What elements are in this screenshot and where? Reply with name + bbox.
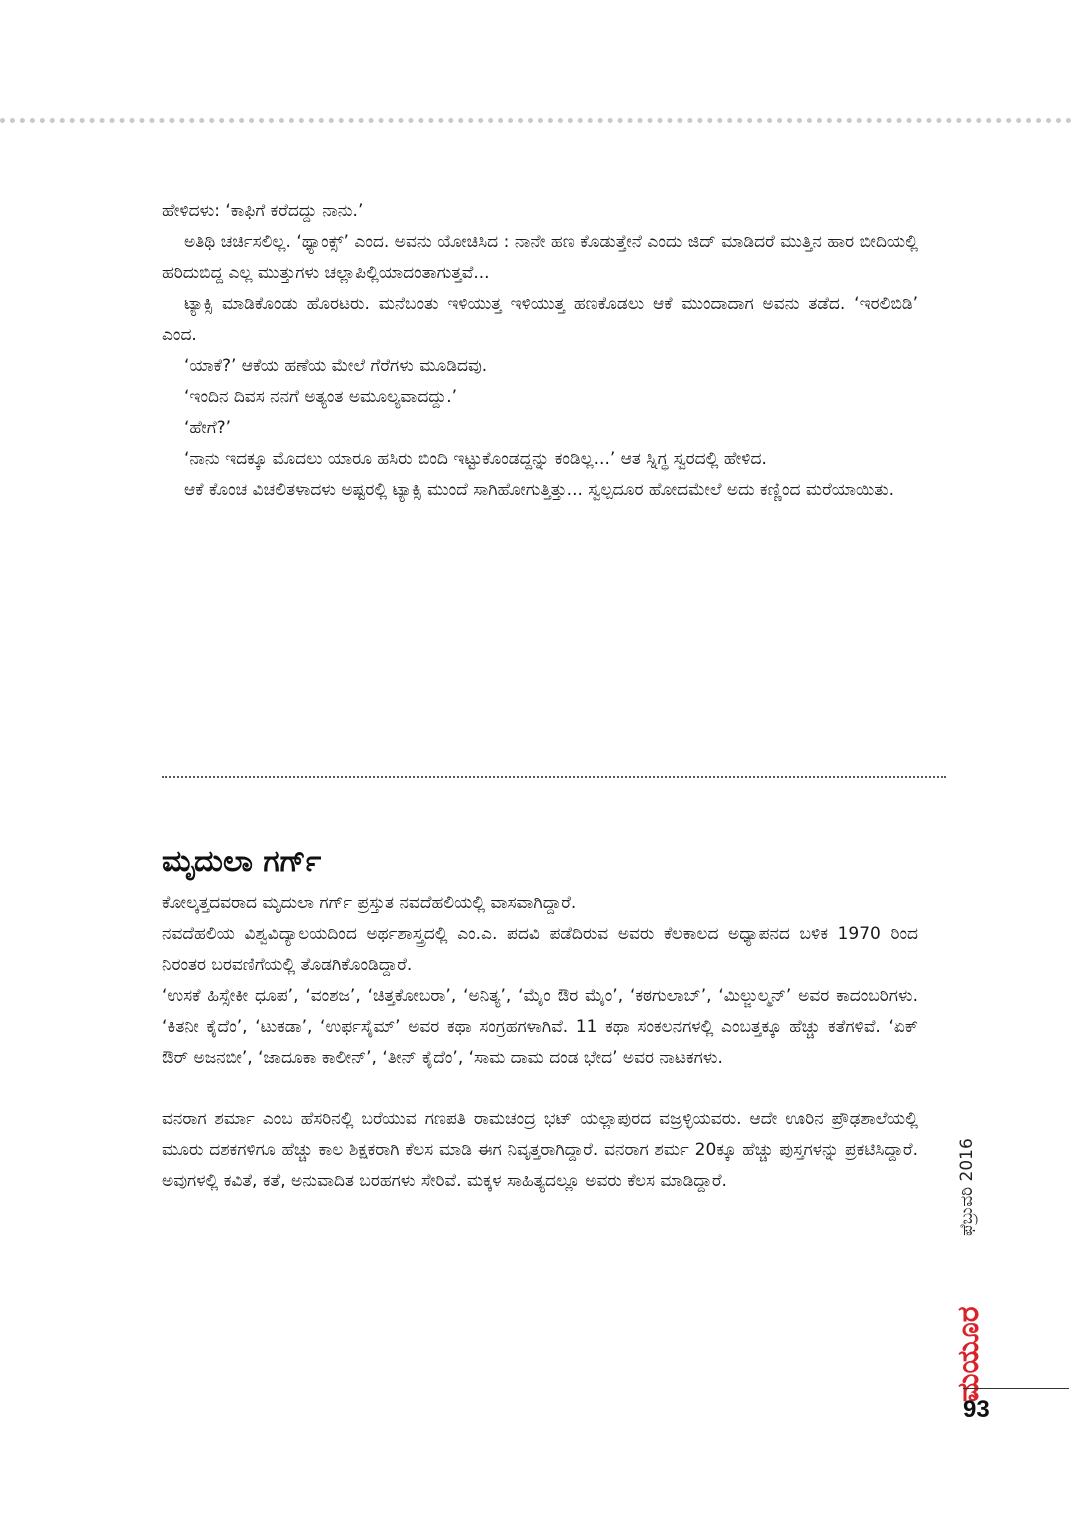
issue-date: ಫೆಬ್ರುವರಿ 2016 bbox=[957, 1138, 977, 1236]
story-paragraph: ‘ಇಂದಿನ ದಿವಸ ನನಗೆ ಅತ್ಯಂತ ಅಮೂಲ್ಯವಾದದ್ದು.’ bbox=[184, 387, 458, 407]
story-paragraph: ಹೇಳಿದಳು: ‘ಕಾಫಿಗೆ ಕರೆದದ್ದು ನಾನು.’ bbox=[162, 201, 364, 221]
story-paragraph: ಆಕೆ ಕೊಂಚ ವಿಚಲಿತಳಾದಳು ಅಷ್ಟರಲ್ಲಿ ಟ್ಯಾಕ್ಸಿ ಮುಂದೆ ಸಾಗಿಹೋಗುತ್ತಿತ್ತು... ಸ್ವಲ್ಪದೂರ ಹೋದಮೇಲೆ ಅದು ಕಣ್ಣಿಂದ ಮರೆಯಾಯಿತು. bbox=[184, 480, 895, 500]
magazine-side-label bbox=[947, 1112, 991, 1402]
translator-bio-paragraph: ವನರಾಗ ಶರ್ಮಾ ಎಂಬ ಹೆಸರಿನಲ್ಲಿ ಬರೆಯುವ ಗಣಪತಿ ರಾಮಚಂದ್ರ ಭಟ್ ಯಲ್ಲಾಪುರದ ವಜ್ರಳ್ಳಿಯವರು. ಆದೇ ಊರಿನ ಪ್ರೌಢಶಾಲೆಯಲ್ಲಿ ಮೂರು ದಶಕಗಳಿಗೂ ಹೆಚ್ಚು ಕಾಲ ಶಿಕ್ಷಕರಾಗಿ ಕೆಲಸ ಮಾಡಿ ಈಗ ನಿವೃತ್ತರಾಗಿದ್ದಾರೆ. ವನರಾಗ ಶರ್ಮ 20ಕ್ಕೂ ಹೆಚ್ಚು ಪುಸ್ತಗಳನ್ನು ಪ್ರಕಟಿಸಿದ್ದಾರೆ. ಅವುಗಳಲ್ಲಿ ಕವಿತೆ, ಕತೆ, ಅನುವಾದಿತ ಬರಹಗಳು ಸೇರಿವೆ. ಮಕ್ಕಳ ಸಾಹಿತ್ಯದಲ್ಲೂ ಅವರು ಕೆಲಸ ಮಾಡಿದ್ದಾರೆ. bbox=[162, 1109, 918, 1191]
author-bio-section bbox=[162, 842, 918, 1197]
author-name-heading: ಮೃದುಲಾ ಗರ್ಗ್ bbox=[162, 844, 322, 879]
section-dotted-divider bbox=[162, 776, 946, 778]
bio-paragraph: ‘ಉಸಕೆ ಹಿಸ್ಸೇಕೀ ಧೂಪ’, ‘ವಂಶಜ’, ‘ಚಿತ್ತಕೋಬರಾ’, ‘ಅನಿತ್ಯ’, ‘ಮೈಂ ಔರ ಮೈಂ’, ‘ಕಠಗುಲಾಬ್’, ‘ಮಿಲ್ಜುಲ್ಮನ್’ ಅವರ ಕಾದಂಬರಿಗಳು. ‘ಕಿತನೀ ಕೈದೆಂ’, ‘ಟುಕಡಾ’, ‘ಉರ್ಫಸೈಮ್’ ಅವರ ಕಥಾ ಸಂಗ್ರಹಗಳಾಗಿವೆ. 11 ಕಥಾ ಸಂಕಲನಗಳಲ್ಲಿ ಎಂಬತ್ತಕ್ಕೂ ಹೆಚ್ಚು ಕತೆಗಳಿವೆ. ‘ಏಕ್ ಔರ್ ಅಜನಬೀ’, ‘ಜಾದೂಕಾ ಕಾಲೀನ್’, ‘ತೀನ್ ಕೈದೆಂ’, ‘ಸಾಮ ದಾಮ ದಂಡ ಭೇದ’ ಅವರ ನಾಟಕಗಳು. bbox=[162, 986, 918, 1068]
bio-paragraph: ನವದೆಹಲಿಯ ವಿಶ್ವವಿದ್ಯಾಲಯದಿಂದ ಅರ್ಥಶಾಸ್ತ್ರದಲ್ಲಿ ಎಂ.ಎ. ಪದವಿ ಪಡೆದಿರುವ ಅವರು ಕೆಲಕಾಲದ ಅಧ್ಯಾಪನದ ಬಳಿಕ 1970 ರಿಂದ ನಿರಂತರ ಬರವಣಿಗೆಯಲ್ಲಿ ತೊಡಗಿಕೊಂಡಿದ್ದಾರೆ. bbox=[162, 924, 918, 975]
magazine-name: ಮಯೂರ bbox=[951, 1306, 986, 1402]
page-number: 93 bbox=[963, 1396, 990, 1423]
story-paragraph: ಟ್ಯಾಕ್ಸಿ ಮಾಡಿಕೊಂಡು ಹೊರಟರು. ಮನೆಬಂತು ಇಳಿಯುತ್ತ ಇಳಿಯುತ್ತ ಹಣಕೊಡಲು ಆಕೆ ಮುಂದಾದಾಗ ಅವನು ತಡೆದ. ‘ಇರಲಿಬಿಡಿ’ ಎಂದ. bbox=[162, 294, 918, 345]
story-paragraph: ‘ಯಾಕೆ?’ ಆಕೆಯ ಹಣೆಯ ಮೇಲೆ ಗೆರೆಗಳು ಮೂಡಿದವು. bbox=[184, 356, 488, 376]
bio-paragraph: ಕೋಲ್ಕತ್ತದವರಾದ ಮೃದುಲಾ ಗರ್ಗ್ ಪ್ರಸ್ತುತ ನವದೆಹಲಿಯಲ್ಲಿ ವಾಸವಾಗಿದ್ದಾರೆ. bbox=[162, 893, 577, 913]
story-paragraph: ಅತಿಥಿ ಚರ್ಚಿಸಲಿಲ್ಲ. ‘ಥ್ಯಾಂಕ್ಸ್’ ಎಂದ. ಅವನು ಯೋಚಿಸಿದ : ನಾನೇ ಹಣ ಕೊಡುತ್ತೇನೆ ಎಂದು ಜಿದ್ ಮಾಡಿದರೆ ಮುತ್ತಿನ ಹಾರ ಬೀದಿಯಲ್ಲಿ ಹರಿದುಬಿದ್ದ ಎಲ್ಲ ಮುತ್ತುಗಳು ಚಲ್ಲಾಪಿಲ್ಲಿಯಾದಂತಾಗುತ್ತವೆ... bbox=[162, 232, 918, 283]
story-paragraph: ‘ನಾನು ಇದಕ್ಕೂ ಮೊದಲು ಯಾರೂ ಹಸಿರು ಬಿಂದಿ ಇಟ್ಟುಕೊಂಡದ್ದನ್ನು ಕಂಡಿಲ್ಲ...’ ಆತ ಸ್ನಿಗ್ಧ ಸ್ವರದಲ್ಲಿ ಹೇಳಿದ. bbox=[184, 449, 767, 469]
top-dotted-divider bbox=[0, 118, 1072, 123]
page-number-rule bbox=[963, 1388, 1069, 1389]
story-paragraph: ‘ಹೇಗೆ?’ bbox=[184, 418, 232, 438]
story-text bbox=[162, 196, 918, 506]
